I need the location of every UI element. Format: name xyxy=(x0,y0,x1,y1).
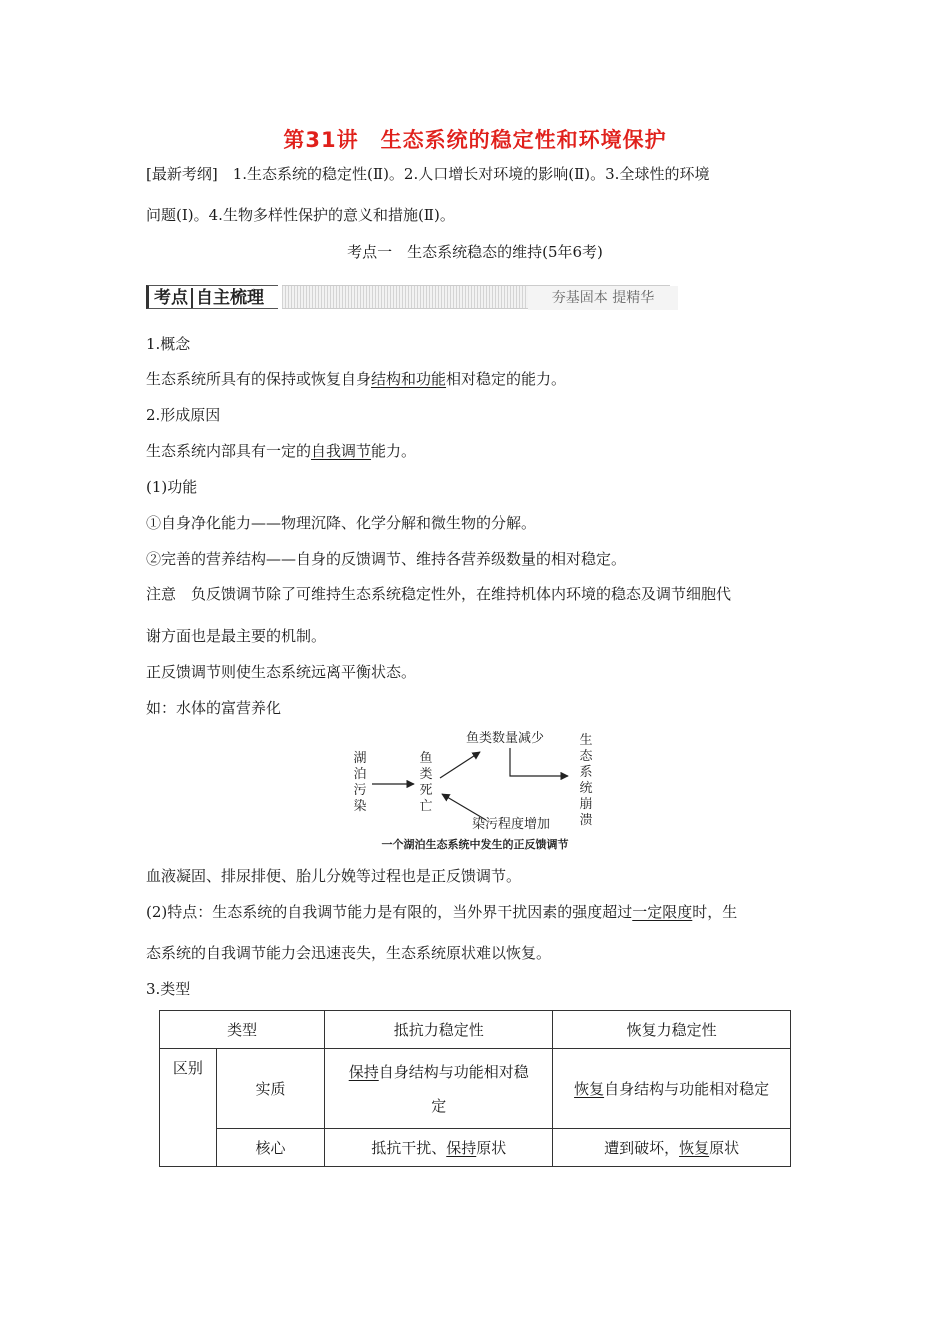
table-header-row xyxy=(160,1011,791,1049)
s2-text-post: 能力。 xyxy=(371,442,417,460)
feature-underlined: 一定限度 xyxy=(632,903,693,921)
box2-char-1: 鱼 xyxy=(419,751,433,766)
group-label: 区别 xyxy=(160,1049,217,1167)
box1-char-1: 湖 xyxy=(353,751,367,766)
essence-resilience-rest: 自身结构与功能相对稳定 xyxy=(604,1080,770,1098)
feature-post: 时，生 xyxy=(692,903,738,921)
banner-part1: 考点 xyxy=(154,288,188,308)
box1-char-4: 染 xyxy=(353,799,367,814)
positive-feedback-text: 正反馈调节则使生态系统远离平衡状态。 xyxy=(146,663,417,681)
section-1-heading: 1.概念 xyxy=(146,335,191,353)
row-label-core: 核心 xyxy=(216,1129,325,1167)
arrow-to-collapse xyxy=(510,748,568,776)
core-resilience-post: 原状 xyxy=(709,1139,740,1157)
topic-heading: 考点一 生态系统稳态的维持(5年6考) xyxy=(347,243,603,261)
result-char-2: 态 xyxy=(579,749,593,764)
essence-resistance xyxy=(325,1049,553,1129)
section-2-text xyxy=(146,441,416,461)
essence-resistance-rest-b: 定 xyxy=(431,1096,447,1115)
row-label-essence: 实质 xyxy=(216,1049,325,1129)
core-resistance-underlined: 保持 xyxy=(446,1139,477,1157)
syllabus-line-2: 问题(Ⅰ)。4.生物多样性保护的意义和措施(Ⅱ)。 xyxy=(146,206,455,224)
result-char-6: 溃 xyxy=(579,813,593,828)
feature-pre: (2)特点：生态系统的自我调节能力是有限的，当外界干扰因素的强度超过 xyxy=(146,903,633,921)
box2-char-2: 类 xyxy=(419,767,433,782)
section-1-text xyxy=(146,369,566,389)
core-resistance xyxy=(325,1129,553,1167)
table-row xyxy=(160,1129,791,1167)
banner-separator xyxy=(191,288,193,308)
note-line-1: 注意 负反馈调节除了可维持生态系统稳定性外，在维持机体内环境的稳态及调节细胞代 xyxy=(146,585,732,603)
header-type: 类型 xyxy=(160,1011,325,1049)
core-resistance-post: 原状 xyxy=(476,1139,507,1157)
result-collapse xyxy=(579,732,593,828)
function-item-1: ①自身净化能力——物理沉降、化学分解和微生物的分解。 xyxy=(146,514,537,532)
after-diagram-text: 血液凝固、排尿排便、胎儿分娩等过程也是正反馈调节。 xyxy=(146,867,522,885)
core-resilience xyxy=(553,1129,791,1167)
s1-text-pre: 生态系统所具有的保持或恢复自身 xyxy=(146,370,372,388)
banner-slogan: 夯基固本 提精华 xyxy=(528,286,678,310)
header-resistance: 抵抗力稳定性 xyxy=(325,1011,553,1049)
core-resilience-underlined: 恢复 xyxy=(679,1139,710,1157)
s2-text-underlined: 自我调节 xyxy=(311,442,372,460)
syllabus-line-1: [最新考纲] 1.生态系统的稳定性(Ⅱ)。2.人口增长对环境的影响(Ⅱ)。3.全球性的环境 xyxy=(146,165,710,183)
result-char-3: 系 xyxy=(579,765,593,780)
s1-text-post: 相对稳定的能力。 xyxy=(446,370,567,388)
core-resilience-pre: 遭到破坏， xyxy=(604,1139,680,1157)
section-3-heading: 3.类型 xyxy=(146,980,191,998)
stability-types-table xyxy=(159,1010,791,1167)
page-title: 第31讲 生态系统的稳定性和环境保护 xyxy=(283,128,667,152)
result-char-4: 统 xyxy=(579,781,593,796)
diagram-caption: 一个湖泊生态系统中发生的正反馈调节 xyxy=(381,838,569,851)
s1-text-underlined: 结构和功能 xyxy=(371,370,447,388)
box2-char-3: 死 xyxy=(419,783,433,798)
top-label: 鱼类数量减少 xyxy=(466,731,545,746)
essence-resistance-rest-a: 自身结构与功能相对稳 xyxy=(378,1062,529,1081)
box1-char-2: 泊 xyxy=(353,767,367,782)
result-char-5: 崩 xyxy=(579,797,593,812)
core-resistance-pre: 抵抗干扰、 xyxy=(371,1139,447,1157)
s2-text-pre: 生态系统内部具有一定的 xyxy=(146,442,312,460)
table-row xyxy=(160,1049,791,1129)
arrow-death-to-decrease xyxy=(440,752,480,778)
bottom-label: 染污程度增加 xyxy=(472,817,551,832)
example-text: 如：水体的富营养化 xyxy=(146,699,282,717)
function-item-2: ②完善的营养结构——自身的反馈调节、维持各营养级数量的相对稳定。 xyxy=(146,550,627,568)
feature-line-2: 态系统的自我调节能力会迅速丧失，生态系统原状难以恢复。 xyxy=(146,944,552,962)
function-heading: (1)功能 xyxy=(146,478,198,496)
essence-resilience xyxy=(553,1049,791,1129)
section-2-heading: 2.形成原因 xyxy=(146,406,221,424)
header-resilience: 恢复力稳定性 xyxy=(553,1011,791,1049)
box1-char-3: 污 xyxy=(353,783,367,798)
result-char-1: 生 xyxy=(579,733,593,748)
essence-resistance-underlined: 保持 xyxy=(348,1062,379,1081)
note-line-2: 谢方面也是最主要的机制。 xyxy=(146,627,327,645)
banner-hatch xyxy=(282,285,670,309)
banner-part2: 自主梳理 xyxy=(196,288,264,308)
positive-feedback-diagram xyxy=(340,726,610,854)
feature-line-1 xyxy=(146,902,737,922)
box1-lake-pollution xyxy=(353,750,366,814)
box2-fish-death xyxy=(419,751,432,814)
banner-label xyxy=(146,285,278,309)
essence-resilience-underlined: 恢复 xyxy=(574,1080,605,1098)
box2-char-4: 亡 xyxy=(419,799,433,814)
